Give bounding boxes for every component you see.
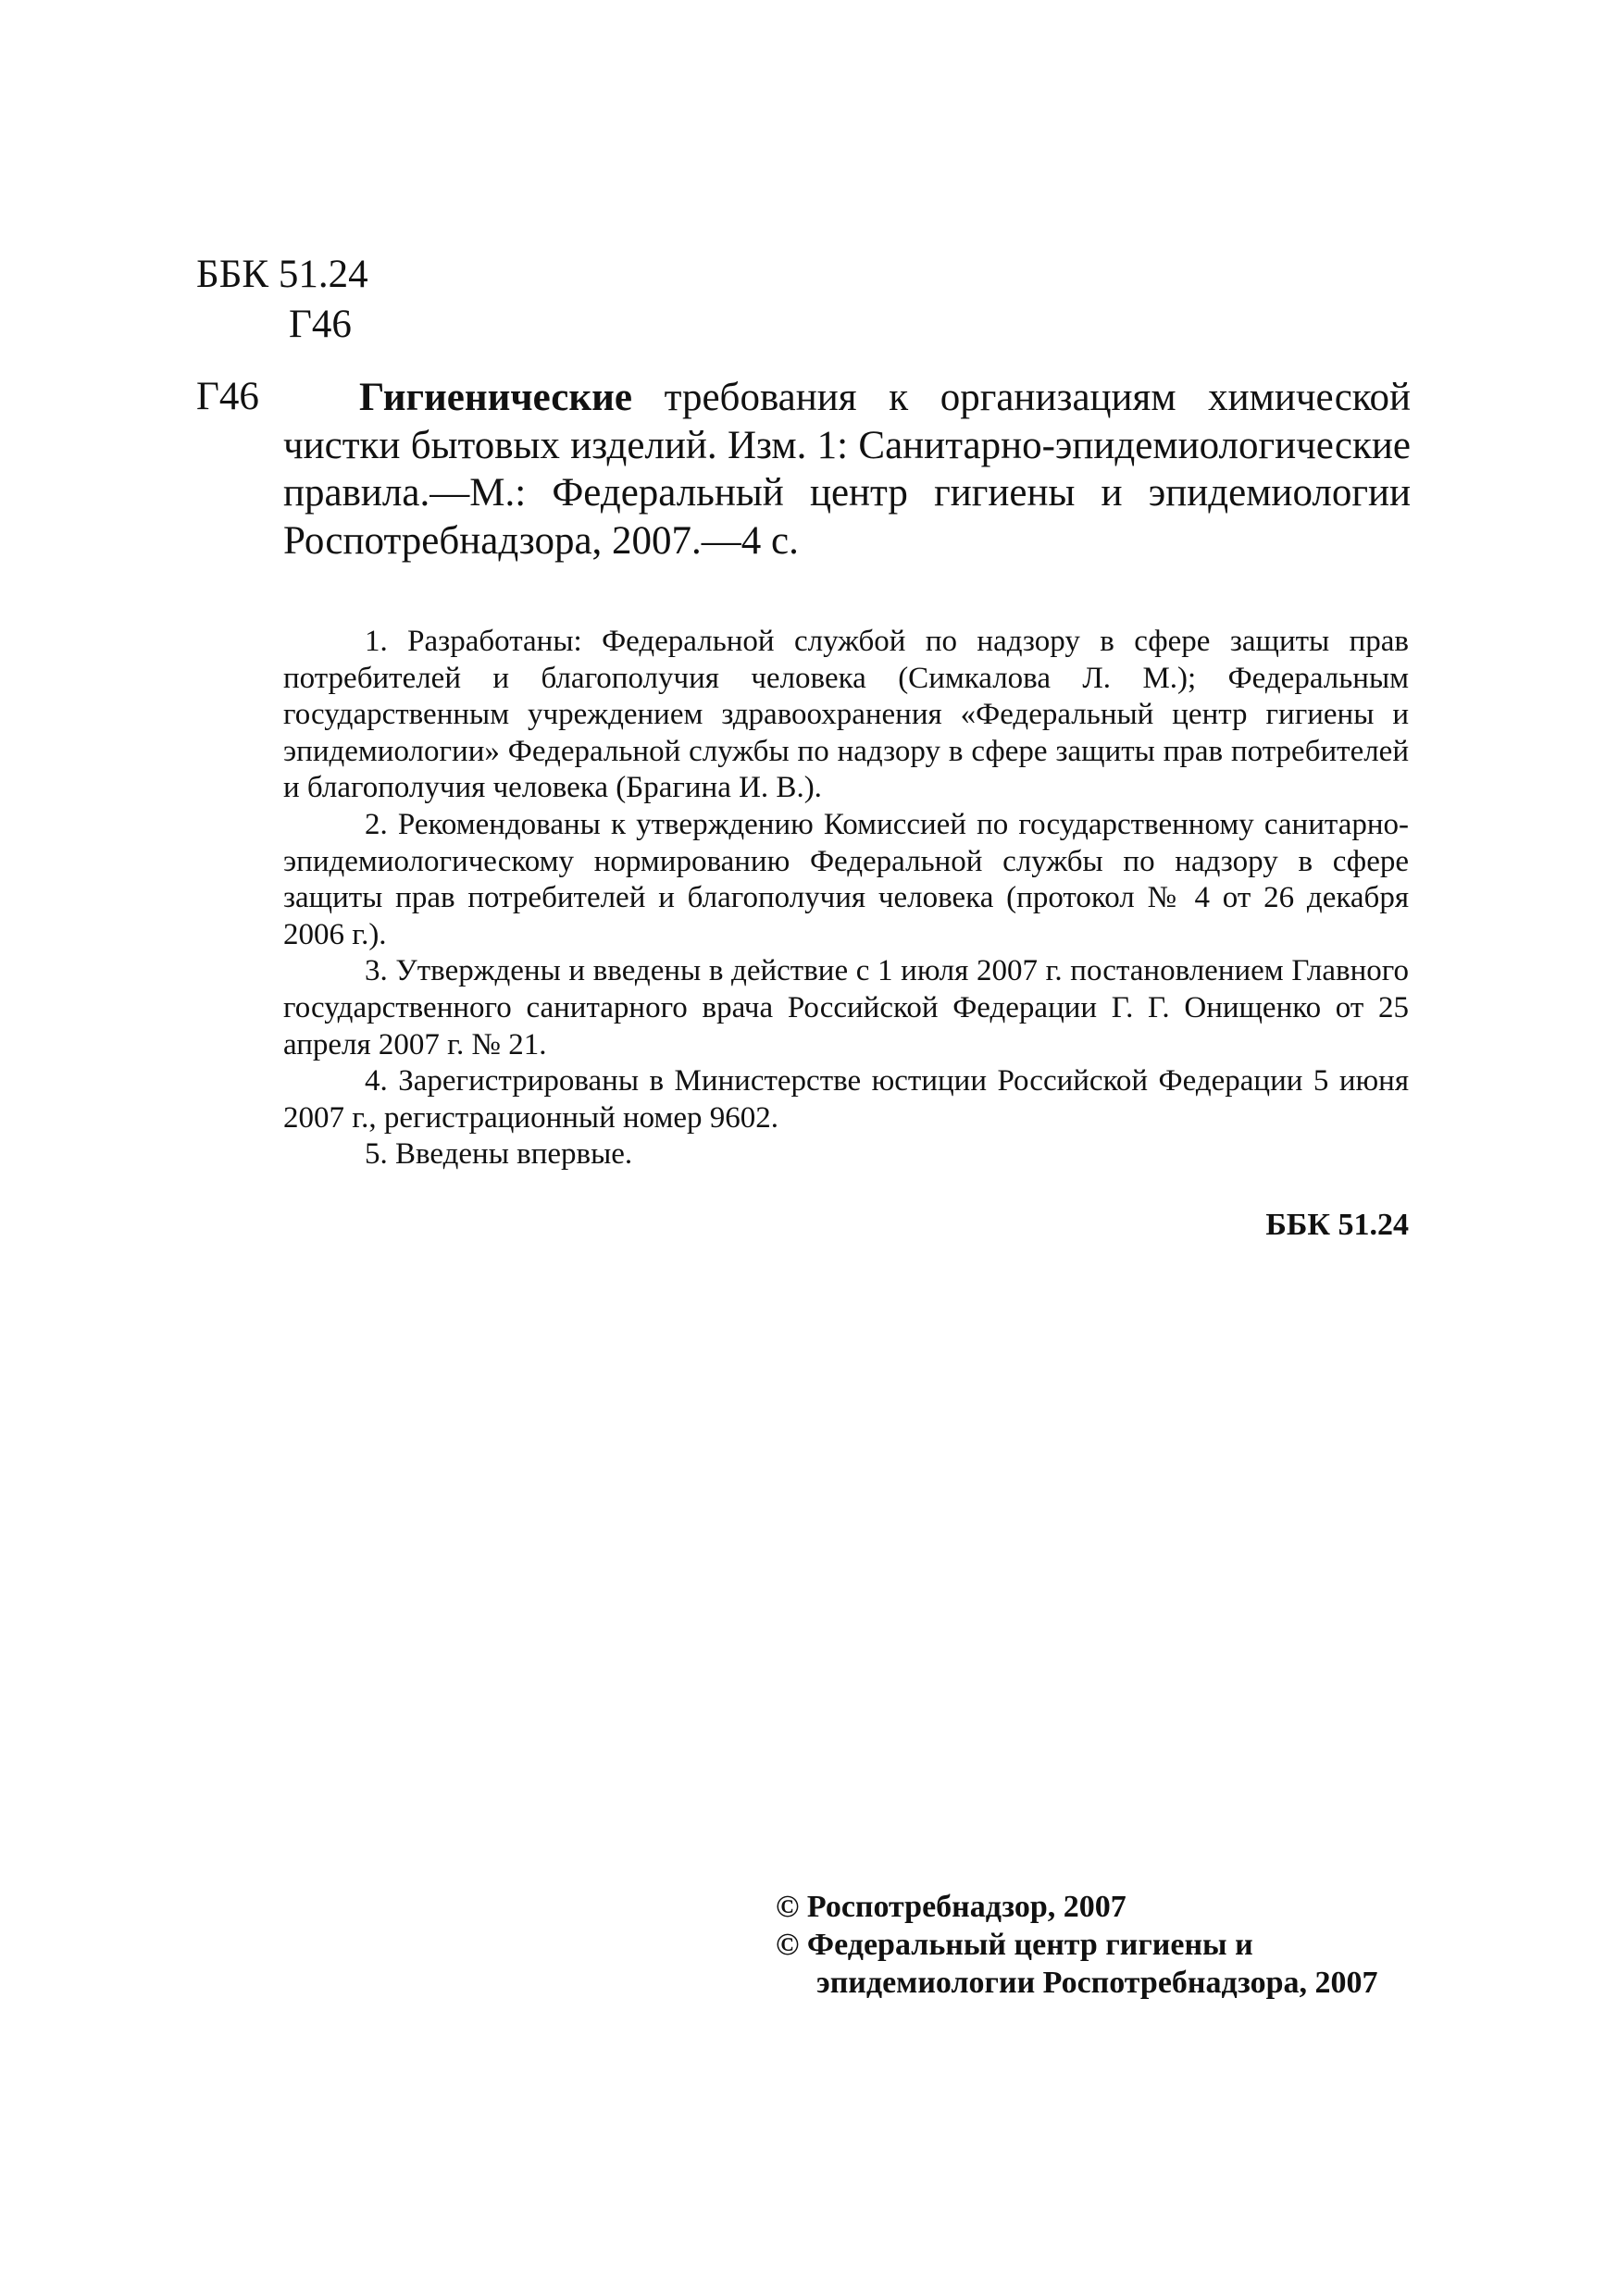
bbk-code: ББК 51.24	[196, 253, 368, 296]
note-item: 2. Рекомендованы к утверждению Комиссией по государственному санитарно-эпидемиологическому нормированию Федеральной службы по надзору в сфере защиты прав потребителей и благополучия человека (протокол № 4 от 26 декабря 2006 г.).	[283, 807, 1409, 951]
note-item: 5. Введены впервые.	[365, 1137, 633, 1172]
copyright-line: © Федеральный центр гигиены и	[776, 1928, 1253, 1962]
bbk-code-bottom: ББК 51.24	[1265, 1208, 1409, 1242]
bibliographic-entry	[283, 374, 1411, 565]
note-item: 1. Разработаны: Федеральной службой по надзору в сфере защиты прав потребителей и благополучия человека (Симкалова Л. М.); Федеральным государственным учреждением здравоохранения «Федеральный центр гигиены и эпидемиологии» Федеральной службы по надзору в сфере защиты прав потребителей и благополучия человека (Брагина И. В.).	[283, 625, 1409, 805]
entry-title-bold: Гигиенические	[359, 376, 633, 419]
copyright-line: эпидемиологии Роспотребнадзора, 2007	[816, 1966, 1378, 2000]
entry-text: требования к организациям химической чистки бытовых изделий. Изм. 1: Санитарно-эпидемиологические правила.—М.: Федеральный центр гигиены и эпидемиологии Роспотребнадзора, 2007.—4 с.	[283, 376, 1411, 563]
note-item: 4. Зарегистрированы в Министерстве юстиции Российской Федерации 5 июня 2007 г., регистрационный номер 9602.	[283, 1064, 1409, 1135]
author-mark: Г46	[289, 303, 352, 346]
copyright-block	[776, 1888, 1378, 2002]
copyright-line: © Роспотребнадзор, 2007	[776, 1890, 1126, 1924]
entry-author-mark: Г46	[196, 375, 259, 418]
note-item: 3. Утверждены и введены в действие с 1 июля 2007 г. постановлением Главного государственного санитарного врача Российской Федерации Г. Г. Онищенко от 25 апреля 2007 г. № 21.	[283, 954, 1409, 1061]
notes-list	[283, 624, 1409, 1173]
